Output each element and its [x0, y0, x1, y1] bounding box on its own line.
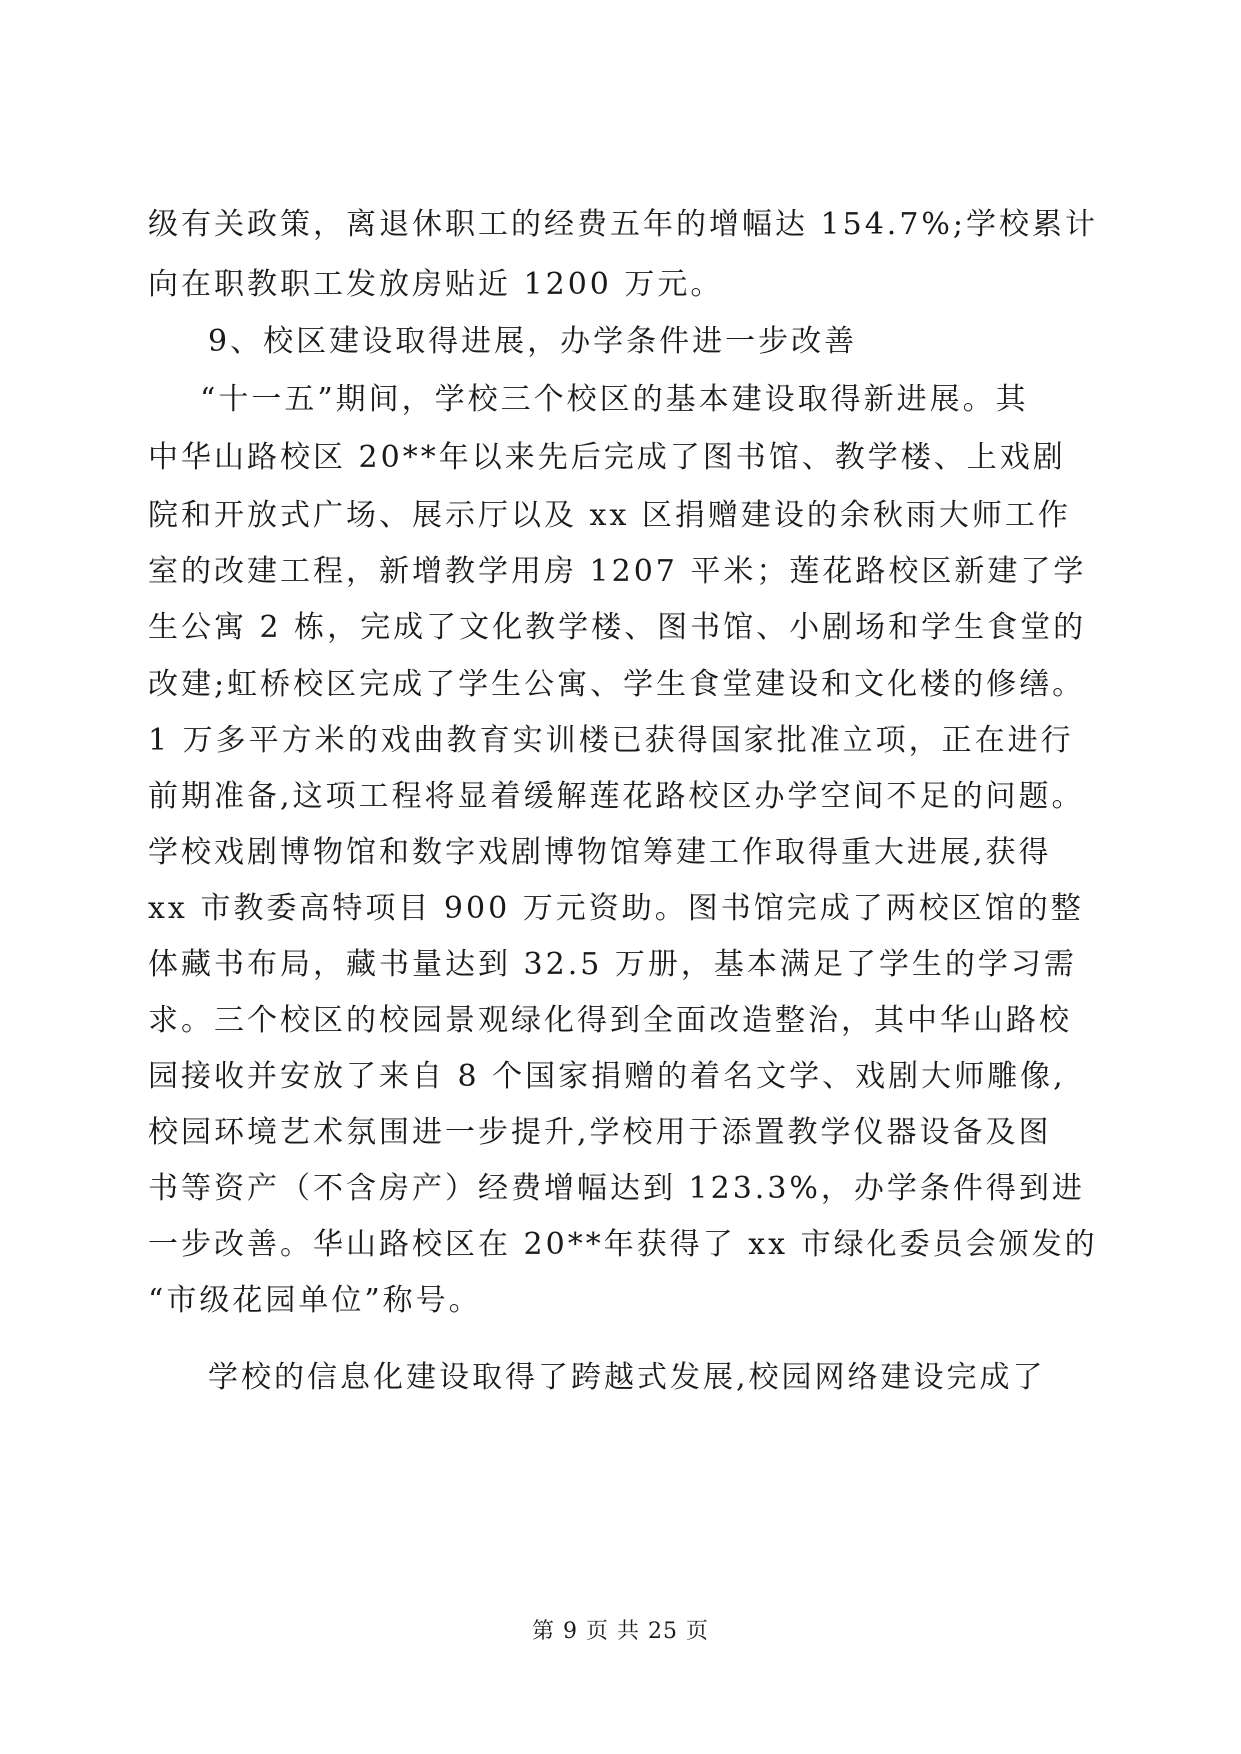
text-line-15: 求。三个校区的校园景观绿化得到全面改造整治，其中华山路校 [148, 1003, 1072, 1038]
paragraph-start: “十一五”期间，学校三个校区的基本建设取得新进展。其 [200, 382, 1029, 417]
text-line-9: 改建;虹桥校区完成了学生公寓、学生食堂建设和文化楼的修缮。 [148, 667, 1086, 702]
text-line-14: 体藏书布局，藏书量达到 32.5 万册，基本满足了学生的学习需 [148, 947, 1077, 982]
text-line-8: 生公寓 2 栋，完成了文化教学楼、图书馆、小剧场和学生食堂的 [148, 610, 1087, 645]
text-line-20: “市级花园单位”称号。 [148, 1283, 482, 1318]
text-line-7: 室的改建工程，新增教学用房 1207 平米；莲花路校区新建了学 [148, 554, 1087, 589]
text-line-5: 中华山路校区 20**年以来先后完成了图书馆、教学楼、上戏剧 [148, 440, 1066, 475]
text-line-17: 校园环境艺术氛围进一步提升,学校用于添置教学仪器设备及图 [148, 1115, 1052, 1150]
text-line-6: 院和开放式广场、展示厅以及 xx 区捐赠建设的余秋雨大师工作 [148, 498, 1071, 533]
text-line-12: 学校戏剧博物馆和数字戏剧博物馆筹建工作取得重大进展,获得 [148, 835, 1052, 870]
text-line-1: 级有关政策，离退休职工的经费五年的增幅达 154.7%;学校累计 [148, 207, 1099, 242]
text-line-19: 一步改善。华山路校区在 20**年获得了 xx 市绿化委员会颁发的 [148, 1227, 1098, 1262]
text-line-11: 前期准备,这项工程将显着缓解莲花路校区办学空间不足的问题。 [148, 779, 1085, 814]
section-heading-9: 9、校区建设取得进展，办学条件进一步改善 [208, 324, 858, 359]
text-line-13: xx 市教委高特项目 900 万元资助。图书馆完成了两校区馆的整 [148, 891, 1084, 926]
text-line-10: 1 万多平方米的戏曲教育实训楼已获得国家批准立项，正在进行 [148, 723, 1074, 758]
text-line-18: 书等资产（不含房产）经费增幅达到 123.3%，办学条件得到进 [148, 1171, 1085, 1206]
page-number: 第 9 页 共 25 页 [532, 1619, 709, 1644]
text-line-2: 向在职教职工发放房贴近 1200 万元。 [148, 267, 724, 302]
paragraph-start-2: 学校的信息化建设取得了跨越式发展,校园网络建设完成了 [208, 1360, 1046, 1395]
text-line-16: 园接收并安放了来自 8 个国家捐赠的着名文学、戏剧大师雕像, [148, 1059, 1066, 1094]
